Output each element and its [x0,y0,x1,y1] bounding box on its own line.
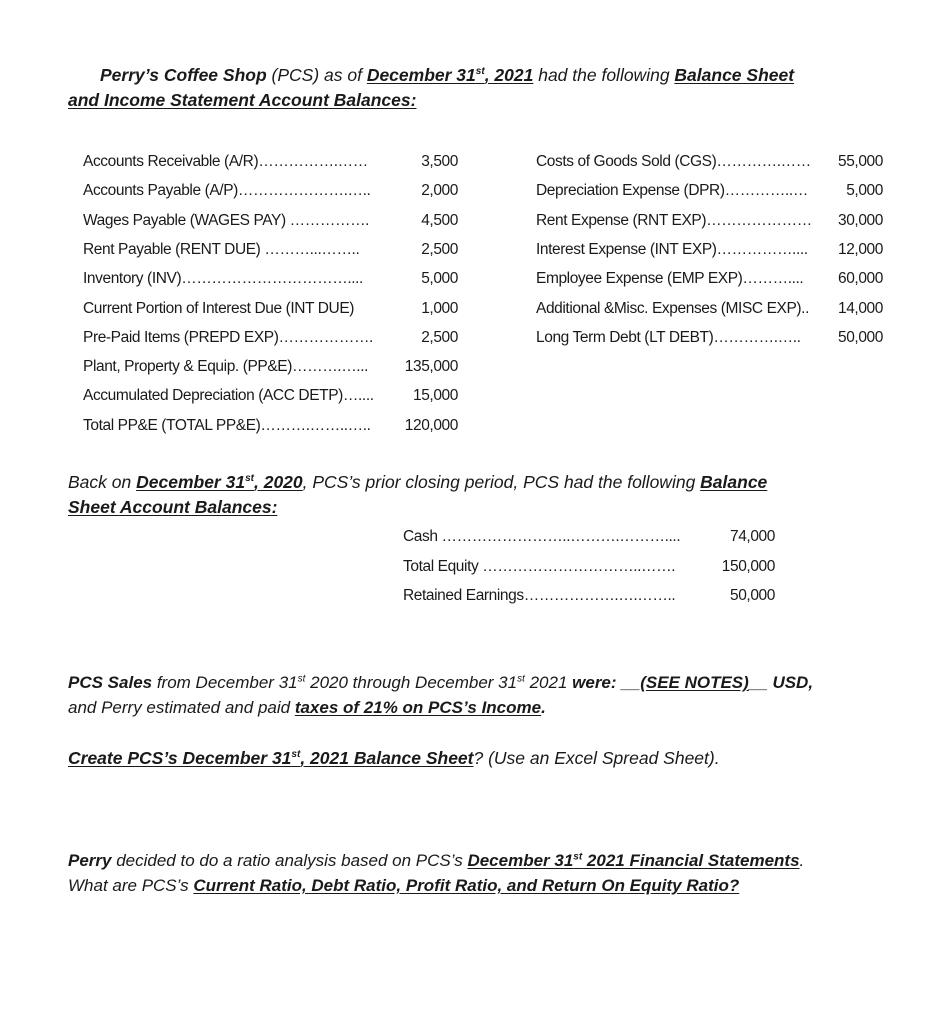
sales-from: from December 31 [152,673,298,692]
right-account-row [536,182,883,204]
left-account-row [83,241,458,263]
sales-sup-2: st [517,673,525,685]
create-tail: ? (Use an Excel Spread Sheet). [473,748,720,768]
right-account-label: Additional &Misc. Expenses (MISC EXP).. [536,299,809,317]
prior-account-row [403,528,775,550]
sales-taxes: taxes of 21% on PCS’s Income [294,698,542,717]
left-account-label: Pre-Paid Items (PREPD EXP)………………. [83,328,373,346]
right-account-value: 12,000 [837,240,883,258]
create-instruction [68,746,868,771]
right-account-value: 14,000 [837,299,883,317]
right-account-row [536,212,883,234]
sales-usd: __ USD, [748,673,814,692]
left-account-label: Accumulated Depreciation (ACC DETP)….... [83,387,374,405]
prior-sheet-account: Sheet Account Balances: [68,497,278,517]
prior-line-2 [68,495,848,520]
ratio-line-1 [68,848,868,873]
right-account-row [536,329,883,351]
left-accounts-list [83,153,463,453]
prior-accounts-list [403,528,783,628]
intro-date-sup: st [475,66,485,78]
intro-abbr: (PCS) as of [266,65,367,85]
left-account-row [83,270,458,292]
left-account-value: 2,000 [421,182,458,200]
right-account-row [536,153,883,175]
right-account-value: 50,000 [837,328,883,346]
left-account-value: 2,500 [421,328,458,346]
intro-date-year: , 2021 [484,65,534,85]
left-account-row [83,387,458,409]
ratio-line-2a: What are PCS’s [68,876,194,895]
left-account-row [83,212,458,234]
sales-through: 2020 through December 31 [305,673,518,692]
prior-balance: Balance [700,472,768,492]
prior-account-label: Total Equity …………………………..……. [403,557,676,575]
ratio-period: . [799,851,805,870]
right-accounts-list [536,153,886,373]
create-sup: st [291,749,301,761]
right-account-value: 5,000 [846,182,883,200]
left-account-value: 5,000 [421,270,458,288]
sales-year: 2021 [524,673,573,692]
ratio-mid: decided to do a ratio analysis based on PCS’s [111,851,468,870]
left-account-value: 3,500 [421,153,458,170]
right-account-row [536,270,883,292]
right-account-value: 55,000 [837,153,883,170]
left-account-label: Wages Payable (WAGES PAY) ……………. [83,211,370,229]
right-account-label: Employee Expense (EMP EXP)……….... [536,270,804,288]
company-name: Perry’s Coffee Shop [100,65,267,85]
create-main: Create PCS’s December 31 [68,748,292,768]
left-account-row [83,417,458,439]
prior-account-value: 74,000 [729,528,775,545]
intro-paragraph [68,63,848,113]
sales-sup-1: st [297,673,306,685]
sales-period: . [541,698,546,717]
sales-line-1 [68,670,868,695]
left-account-label: Accounts Payable (A/P)………………….….. [83,182,371,200]
left-account-value: 135,000 [404,358,458,376]
intro-mid: had the following [533,65,675,85]
prior-date-main: December 31 [136,472,246,492]
right-account-label: Costs of Goods Sold (CGS)………….…… [536,153,811,170]
left-account-row [83,358,458,380]
left-account-label: Rent Payable (RENT DUE) ………...…….. [83,240,360,258]
ratio-line-2 [68,873,868,898]
prior-line-1 [68,470,848,495]
left-account-value: 120,000 [404,416,458,434]
ratio-perry: Perry [68,851,112,870]
left-account-label: Total PP&E (TOTAL PP&E)……….……..….. [83,416,371,434]
create-year: , 2021 Balance Sheet [300,748,474,768]
ratio-paragraph [68,848,868,898]
left-account-row [83,153,458,175]
right-account-value: 60,000 [837,270,883,288]
intro-line-2 [68,88,848,113]
ratio-fs [467,851,799,870]
right-account-label: Long Term Debt (LT DEBT)………….….. [536,328,801,346]
create-title [68,748,473,768]
left-account-value: 4,500 [421,211,458,229]
intro-date [367,65,534,85]
prior-account-row [403,587,775,609]
right-account-row [536,241,883,263]
intro-line-1 [68,63,848,88]
left-account-label: Accounts Receivable (A/R)…………….…… [83,153,368,170]
ratio-fs-year: 2021 Financial Statements [582,851,800,870]
right-account-value: 30,000 [837,211,883,229]
sales-lead: PCS Sales [68,673,153,692]
sales-line-2a: and Perry estimated and paid [68,698,295,717]
right-account-row [536,300,883,322]
left-account-label: Inventory (INV)…………………………….... [83,270,363,288]
prior-account-row [403,558,775,580]
left-account-row [83,182,458,204]
prior-date-year: , 2020 [253,472,303,492]
right-account-label: Interest Expense (INT EXP)…………….... [536,240,808,258]
right-account-label: Depreciation Expense (DPR)…………..… [536,182,808,200]
prior-period-paragraph [68,470,848,520]
prior-account-label: Cash ……………………..……….……….... [403,528,681,545]
left-account-label: Current Portion of Interest Due (INT DUE) [83,299,355,317]
left-account-row [83,300,458,322]
ratio-list: Current Ratio, Debt Ratio, Profit Ratio, and Return On Equity Ratio? [193,876,740,895]
intro-balance-sheet: Balance Sheet [674,65,795,85]
sales-were: were: __ [572,673,641,692]
prior-account-value: 150,000 [721,557,775,575]
sales-paragraph [68,670,868,720]
left-account-label: Plant, Property & Equip. (PP&E)……….…... [83,358,369,376]
prior-date [136,472,303,492]
right-account-label: Rent Expense (RNT EXP)………………… [536,211,812,229]
ratio-fs-sup: st [573,851,583,863]
prior-date-sup: st [245,473,254,485]
intro-line-2-text: and Income Statement Account Balances: [68,90,417,110]
left-account-value: 1,000 [421,299,458,317]
prior-lead: Back on [68,472,137,492]
prior-mid: , PCS’s prior closing period, PCS had the following [302,472,701,492]
left-account-row [83,329,458,351]
sales-line-2 [68,695,868,720]
ratio-fs-main: December 31 [467,851,574,870]
prior-account-label: Retained Earnings……………….….…….. [403,587,676,604]
sales-see-notes: (SEE NOTES) [640,673,749,692]
intro-date-main: December 31 [366,65,476,85]
left-account-value: 15,000 [412,387,458,405]
left-account-value: 2,500 [421,240,458,258]
prior-account-value: 50,000 [729,587,775,604]
